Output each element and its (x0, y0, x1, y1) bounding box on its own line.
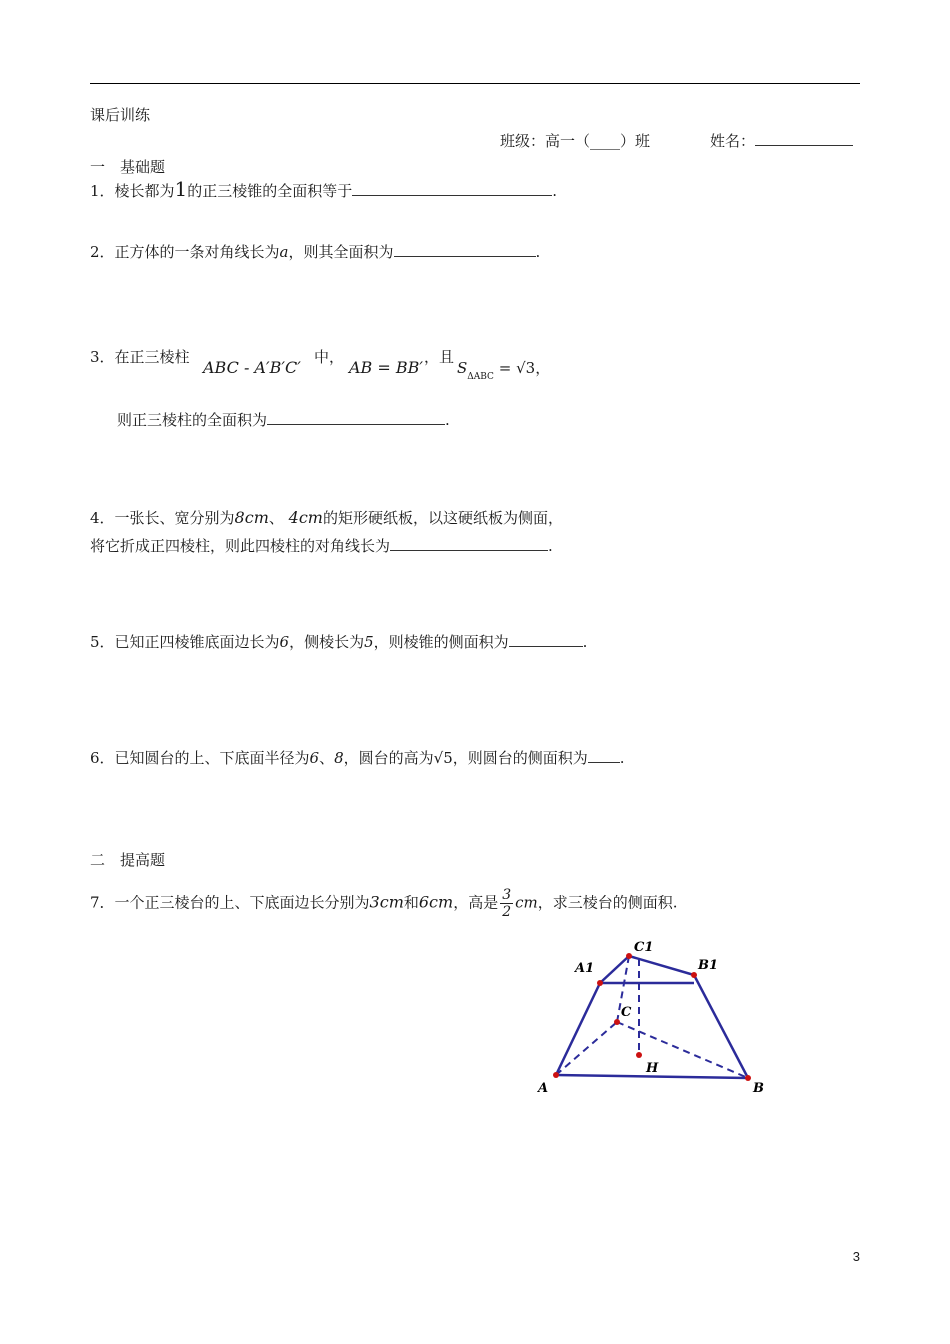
q6-mid: ，圆台的高为 (343, 749, 434, 767)
q4-blank (390, 536, 548, 551)
q6-m1: 6 (309, 749, 320, 767)
q3-math2 (349, 358, 423, 378)
edge-c-b (617, 1022, 748, 1078)
q2-blank (394, 242, 536, 257)
q5-m1: 6 (279, 633, 290, 651)
label-a: A (538, 1081, 549, 1096)
edge-a1-c1 (600, 956, 629, 983)
q4-m2: 4cm (288, 508, 323, 527)
name-blank (755, 131, 853, 146)
q6-m2: 8 (334, 749, 344, 767)
q3-end: . (445, 411, 450, 429)
q7-fraction (500, 887, 513, 920)
edge-b1-b (694, 975, 748, 1078)
q7-unit: cm (515, 893, 538, 912)
label-c: C (621, 1005, 632, 1020)
section-title: 课后训练 (90, 106, 151, 124)
label-b: B (753, 1081, 764, 1096)
top-rule (90, 83, 860, 84)
edge-a1-a (556, 983, 600, 1075)
q3-math1-text: ABC - A′B′C′ (203, 358, 301, 377)
q3-line2: 则正三棱柱的全面积为 (117, 411, 268, 429)
q2-pre: 2．正方体的一条对角线长为 (90, 243, 280, 261)
class-label (500, 131, 650, 151)
q2-post: ，则其全面积为 (288, 243, 394, 261)
point-b1 (691, 972, 697, 978)
page-number: 3 (852, 1249, 860, 1264)
q7-mid2: ，高是 (453, 893, 499, 912)
class-label-text: 班级：高一（____）班 (500, 132, 651, 150)
q6-end: . (619, 749, 625, 767)
q1-blank (352, 181, 552, 196)
label-b1: B1 (698, 958, 719, 973)
point-a1 (597, 980, 603, 986)
q5-blank (509, 632, 583, 647)
q5-m2: 5 (364, 633, 374, 651)
point-a (553, 1072, 559, 1078)
question-2 (90, 242, 540, 262)
q1-pre: 1．棱长都为 (90, 182, 175, 200)
q4-pre: 4．一张长、宽分别为 (90, 509, 235, 527)
q3-mid: 中， (314, 348, 345, 366)
q1-post: 的正三棱锥的全面积等于 (187, 182, 353, 200)
point-c1 (626, 953, 632, 959)
question-6 (90, 748, 625, 768)
edge-a-c (556, 1022, 617, 1075)
q4-m1: 8cm (234, 508, 269, 527)
q4-sep: 、 (268, 509, 284, 527)
q7-mid: 和 (403, 893, 419, 912)
q6-blank (588, 748, 620, 763)
q6-pre: 6．已知圆台的上、下底面半径为 (90, 749, 310, 767)
label-h: H (646, 1061, 659, 1076)
q4-post: 的矩形硬纸板，以这硬纸板为侧面， (322, 509, 563, 527)
point-c (614, 1019, 620, 1025)
q3-mid2: ，且 (424, 348, 455, 366)
q6-sep: 、 (319, 749, 335, 767)
q5-mid: ，侧棱长为 (289, 633, 365, 651)
q2-end: . (535, 243, 541, 261)
question-1 (90, 179, 557, 201)
q1-math: 1 (174, 177, 188, 201)
q6-post: ，则圆台的侧面积为 (452, 749, 588, 767)
q3-blank (267, 410, 445, 425)
q7-pre: 7．一个正三棱台的上、下底面边长分别为 (90, 893, 370, 912)
label-a1: A1 (575, 961, 595, 976)
question-3-pre: 3．在正三棱柱 (90, 348, 190, 366)
q3-comma: ， (535, 359, 551, 377)
q3-math2-text: AB = BB′ (349, 358, 424, 377)
question-3-line2 (117, 410, 450, 430)
q6-m3: √5 (433, 749, 453, 767)
q5-end: . (582, 633, 588, 651)
point-h (636, 1052, 642, 1058)
q7-post: ，求三棱台的侧面积. (537, 893, 678, 912)
q3-s: S (457, 359, 468, 377)
q7-m1: 3cm (369, 892, 404, 912)
q4-end: . (548, 537, 553, 555)
label-c1: C1 (634, 940, 654, 955)
frustum-figure (530, 935, 780, 1100)
q5-post: ，则棱锥的侧面积为 (373, 633, 509, 651)
q5-pre: 5．已知正四棱锥底面边长为 (90, 633, 280, 651)
q3-eq: = √3 (498, 359, 536, 377)
name-label: 姓名： (710, 132, 756, 150)
q4-line2: 将它折成正四棱柱，则此四棱柱的对角线长为 (90, 537, 391, 555)
part2-heading: 二 提高题 (90, 851, 166, 869)
q2-math: a (279, 243, 289, 261)
q3-math1 (203, 358, 301, 378)
q3-sub: ΔABC (467, 372, 494, 382)
question-4 (90, 508, 563, 528)
q7-frac-den: 2 (502, 904, 512, 920)
question-5 (90, 632, 587, 652)
q7-m2: 6cm (418, 892, 454, 912)
q3-math3 (457, 358, 550, 387)
question-7 (90, 887, 678, 920)
name-field (710, 131, 853, 151)
question-4-line2 (90, 536, 553, 556)
q7-frac-num: 3 (502, 887, 512, 903)
q1-end: . (552, 182, 558, 200)
part1-heading: 一 基础题 (90, 158, 166, 176)
point-b (745, 1075, 751, 1081)
